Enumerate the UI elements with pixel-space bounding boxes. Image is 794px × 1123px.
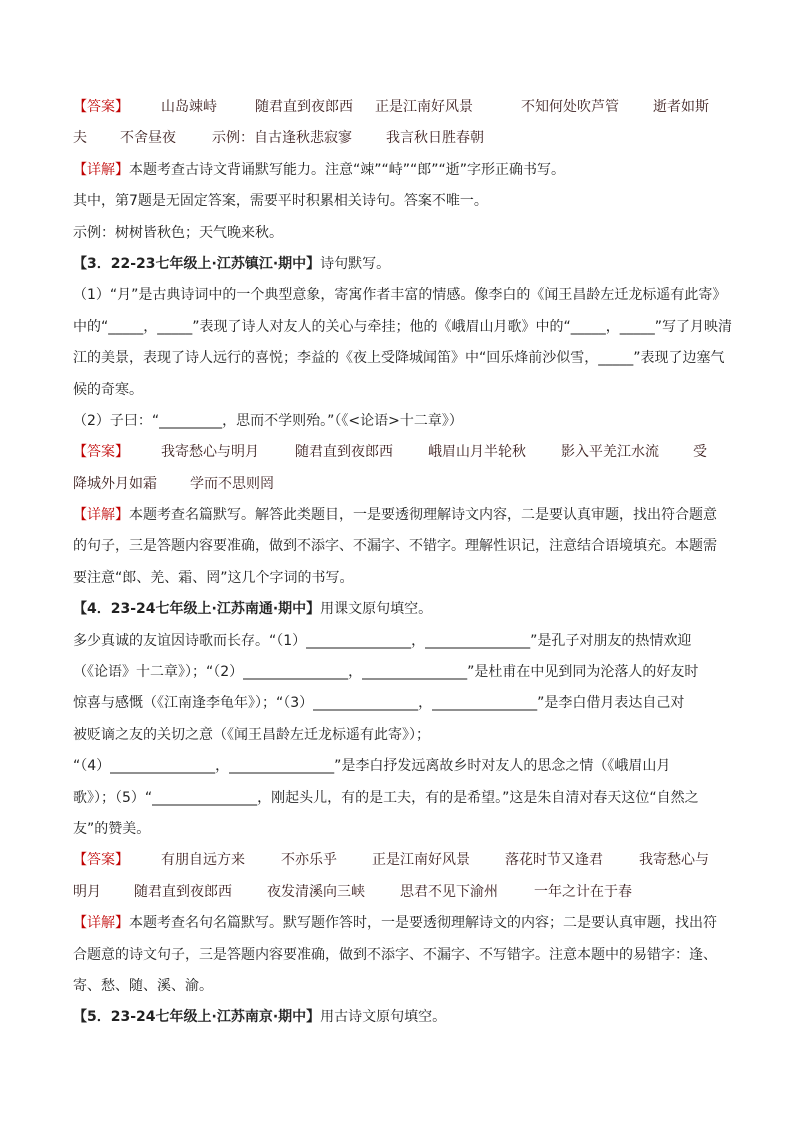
detail-line [73,567,723,587]
detail-text: 本题考查名篇默写。解答此类题目，一是要透彻理解诗文内容，二是要认真审题，找出符合题意 [129,507,717,524]
detail-text: 示例：树树皆秋色；天气晚来秋。 [73,224,283,241]
answer-item: 随君直到夜郎西 [255,99,353,115]
detail-line [73,944,723,964]
detail-text: 其中，第7题是无固定答案，需要平时积累相关诗句。答案不唯一。 [73,193,488,210]
answer-item: 明月 [73,883,101,900]
question-text: 候的奇寒。 [73,381,143,398]
detail-line [73,912,723,932]
question-header: 【3．22-23七年级上·江苏镇江·期中】 [73,255,321,272]
question-header-line [73,253,723,273]
detail-text: 要注意“郎、羌、霜、罔”这几个字词的书写。 [73,569,354,586]
question-text-line [73,347,723,367]
question-text: 被贬谪之友的关切之意（《闻王昌龄左迁龙标遥有此寄》）； [73,726,430,743]
answer-line [73,881,723,901]
question-text-line [73,755,723,775]
answer-item: 夜发清溪向三峡 [267,883,365,900]
detail-text: 合题意的诗文句子，三是答题内容要准确，做到不添字、不漏字、不写错字。注意本题中的易错字：逢、 [73,946,717,963]
answer-item: 一年之计在于春 [534,883,632,900]
document-page [73,96,733,1038]
question-text-line [73,818,723,838]
answer-item: 落花时节又逢君 [505,852,603,869]
answer-item: 思君不见下渝州 [400,883,498,900]
detail-line [73,504,723,524]
question-header: 【5．23-24七年级上·江苏南京·期中】 [73,1009,321,1026]
question-text: （2）子曰：“_________，思而不学则殆。”（《<论语>十二章》） [73,412,463,429]
answer-item: 我寄愁心与 [639,852,709,869]
question-text: 多少真诚的友谊因诗歌而长存。“（1）_______________，_______________”是孔子对朋友的热情欢迎 [73,632,692,649]
answer-item: 我言秋日胜春朝 [386,130,484,147]
question-title: 用古诗文原句填空。 [320,1009,447,1026]
question-text-line [73,316,733,336]
answer-line [73,96,723,116]
question-text: 江的美景，表现了诗人远行的喜悦；李益的《夜上受降城闻笛》中“回乐烽前沙似雪，_____”表现了边塞气 [73,350,725,367]
detail-line [73,535,723,555]
answer-item: 随君直到夜郎西 [134,883,232,900]
question-text-line [73,724,723,744]
detail-text: 寄、愁、随、溪、渝。 [73,977,213,994]
answer-line [73,849,723,869]
question-title: 诗句默写。 [320,255,391,272]
answer-item: 正是江南好风景 [375,99,473,115]
answer-item: 正是江南好风景 [372,852,470,869]
question-text-line [73,630,723,650]
detail-line [73,222,723,242]
answer-item: 学而不思则罔 [190,475,274,492]
answer-item: 不知何处吹芦管 [521,99,619,115]
detail-text: 本题考查名句名篇默写。默写题作答时，一是要透彻理解诗文的内容；二是要认真审题，找出符 [129,915,717,932]
question-text-line [73,410,723,430]
question-text: 歌》）；（5）“_______________，刚起头儿，有的是工夫，有的是希望。”这是朱自清对春天这位“自然之 [73,789,699,806]
question-text-line [73,379,723,399]
question-text-line [73,787,723,807]
answer-item: 示例：自古逢秋悲寂寥 [212,130,352,147]
detail-line [73,975,723,995]
answer-item: 有朋自远方来 [161,852,245,869]
detail-line [73,159,723,179]
question-text: 惊喜与感慨（《江南逢李龟年》）；“（3）_______________，_______________”是李白借月表达自己对 [73,695,685,712]
detail-line [73,190,723,210]
answer-item: 受 [693,444,707,461]
question-text-line [73,661,723,681]
question-title: 用课文原句填空。 [320,601,433,618]
answer-line [73,473,723,493]
question-text: “（4）_______________，_______________”是李白抒发远离故乡时对友人的思念之情（《峨眉山月 [73,758,671,775]
answer-item: 山岛竦峙 [161,99,217,115]
answer-item: 不舍昼夜 [120,130,176,147]
answer-item: 随君直到夜郎西 [295,444,393,461]
detail-tag: 【详解】 [73,161,129,178]
question-header: 【4．23-24七年级上·江苏南通·期中】 [73,601,321,618]
answer-tag: 【答案】 [73,444,129,461]
answer-line [73,441,723,461]
answer-item: 不亦乐乎 [281,852,337,869]
question-text-line [73,692,723,712]
answer-item: 夫 [73,130,87,147]
answer-tag: 【答案】 [73,852,129,869]
answer-item: 我寄愁心与明月 [161,444,259,461]
question-header-line [73,1006,723,1026]
detail-tag: 【详解】 [73,915,129,932]
question-text: （1）“月”是古典诗词中的一个典型意象，寄寓作者丰富的情感。像李白的《闻王昌龄左迁龙标遥有此寄》 [73,287,727,304]
question-text: 友”的赞美。 [73,820,151,837]
question-text: 中的“_____，_____”表现了诗人对友人的关心与牵挂；他的《峨眉山月歌》中的“_____，_____”写了月映清 [73,318,733,335]
answer-item: 影入平羌江水流 [561,444,659,461]
detail-text: 本题考查古诗文背诵默写能力。注意“竦”“峙”“郎”“逝”字形正确书写。 [129,161,566,178]
question-header-line [73,598,723,618]
detail-tag: 【详解】 [73,507,129,524]
question-text-line [73,284,727,304]
answer-item: 逝者如斯 [653,99,709,115]
answer-item: 降城外月如霜 [73,475,157,492]
answer-tag: 【答案】 [73,99,129,115]
answer-line [73,127,723,147]
detail-text: 的句子，三是答题内容要准确，做到不添字、不漏字、不错字。理解性识记，注意结合语境填充。本题需 [73,538,717,555]
answer-item: 峨眉山月半轮秋 [428,444,526,461]
question-text: （《论语》十二章》）；“（2）_______________，_______________”是杜甫在中见到同为沦落人的好友时 [73,664,699,681]
